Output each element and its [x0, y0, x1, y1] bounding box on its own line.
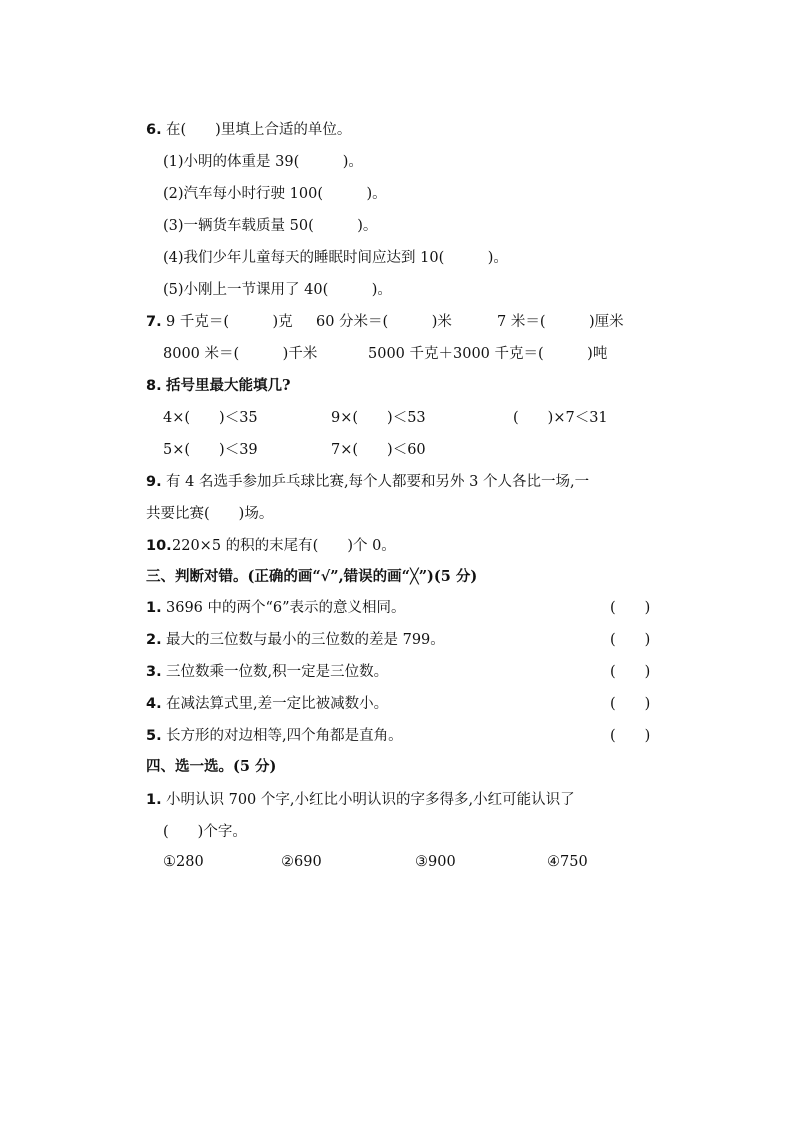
q7-blank-5: 5000 千克＋3000 千克＝( )吨 [368, 346, 608, 362]
s3-item-1-text: 3696 中的两个“6”表示的意义相同。 [166, 600, 406, 616]
q6-item-4: (4)我们少年儿童每天的睡眠时间应达到 10( )。 [163, 250, 508, 266]
q6-number: 6. [146, 122, 162, 138]
s4-q1-option-1[interactable]: ①280 [163, 854, 204, 870]
s3-item-5-number: 5. [146, 728, 162, 744]
s3-item-4-text: 在减法算式里,差一定比被减数小。 [166, 696, 389, 712]
s3-item-2-text: 最大的三位数与最小的三位数的差是 799。 [166, 632, 445, 648]
q6-item-2: (2)汽车每小时行驶 100( )。 [163, 186, 387, 202]
s3-item-3-answer-parens[interactable]: ( ) [610, 664, 651, 680]
q7-blank-3: 7 米＝( )厘米 [497, 314, 624, 330]
section3-title: 三、判断对错。(正确的画“√”,错误的画“╳”)(5 分) [146, 568, 478, 585]
q8-ineq-2: 9×( )＜53 [331, 410, 426, 426]
q10-number: 10. [146, 538, 172, 554]
q9-number: 9. [146, 474, 162, 490]
s4-q1-option-2[interactable]: ②690 [281, 854, 322, 870]
q6-item-1: (1)小明的体重是 39( )。 [163, 154, 363, 170]
s3-item-5-text: 长方形的对边相等,四个角都是直角。 [166, 728, 403, 744]
s3-item-3-text: 三位数乘一位数,积一定是三位数。 [166, 664, 389, 680]
q7-blank-1: 9 千克＝( )克 [166, 314, 293, 330]
q7-blank-2: 60 分米＝( )米 [316, 314, 452, 330]
q6-item-5: (5)小刚上一节课用了 40( )。 [163, 282, 392, 298]
s3-item-2-answer-parens[interactable]: ( ) [610, 632, 651, 648]
s4-q1-line-2: ( )个字。 [163, 824, 247, 840]
s4-q1-option-4[interactable]: ④750 [547, 854, 588, 870]
s4-q1-option-3[interactable]: ③900 [415, 854, 456, 870]
q9-line-2: 共要比赛( )场。 [146, 506, 274, 522]
s3-item-4-number: 4. [146, 696, 162, 712]
s3-item-1-answer-parens[interactable]: ( ) [610, 600, 651, 616]
section4-title: 四、选一选。(5 分) [146, 758, 277, 775]
s3-item-2-number: 2. [146, 632, 162, 648]
q6-title: 在( )里填上合适的单位。 [166, 122, 352, 138]
q8-ineq-5: 7×( )＜60 [331, 442, 426, 458]
q8-title: 括号里最大能填几? [166, 377, 291, 394]
q6-item-3: (3)一辆货车载质量 50( )。 [163, 218, 378, 234]
q7-blank-4: 8000 米＝( )千米 [163, 346, 318, 362]
q10-text: 220×5 的积的末尾有( )个 0。 [172, 538, 396, 554]
s3-item-5-answer-parens[interactable]: ( ) [610, 728, 651, 744]
s3-item-1-number: 1. [146, 600, 162, 616]
q8-ineq-3: ( )×7＜31 [513, 410, 608, 426]
q8-ineq-4: 5×( )＜39 [163, 442, 258, 458]
q7-number: 7. [146, 314, 162, 330]
q8-number: 8. [146, 378, 162, 394]
s4-q1-number: 1. [146, 792, 162, 808]
q8-ineq-1: 4×( )＜35 [163, 410, 258, 426]
s3-item-3-number: 3. [146, 664, 162, 680]
s3-item-4-answer-parens[interactable]: ( ) [610, 696, 651, 712]
s4-q1-line-1: 小明认识 700 个字,小红比小明认识的字多得多,小红可能认识了 [166, 792, 575, 808]
q9-line-1: 有 4 名选手参加乒乓球比赛,每个人都要和另外 3 个人各比一场,一 [166, 474, 590, 490]
